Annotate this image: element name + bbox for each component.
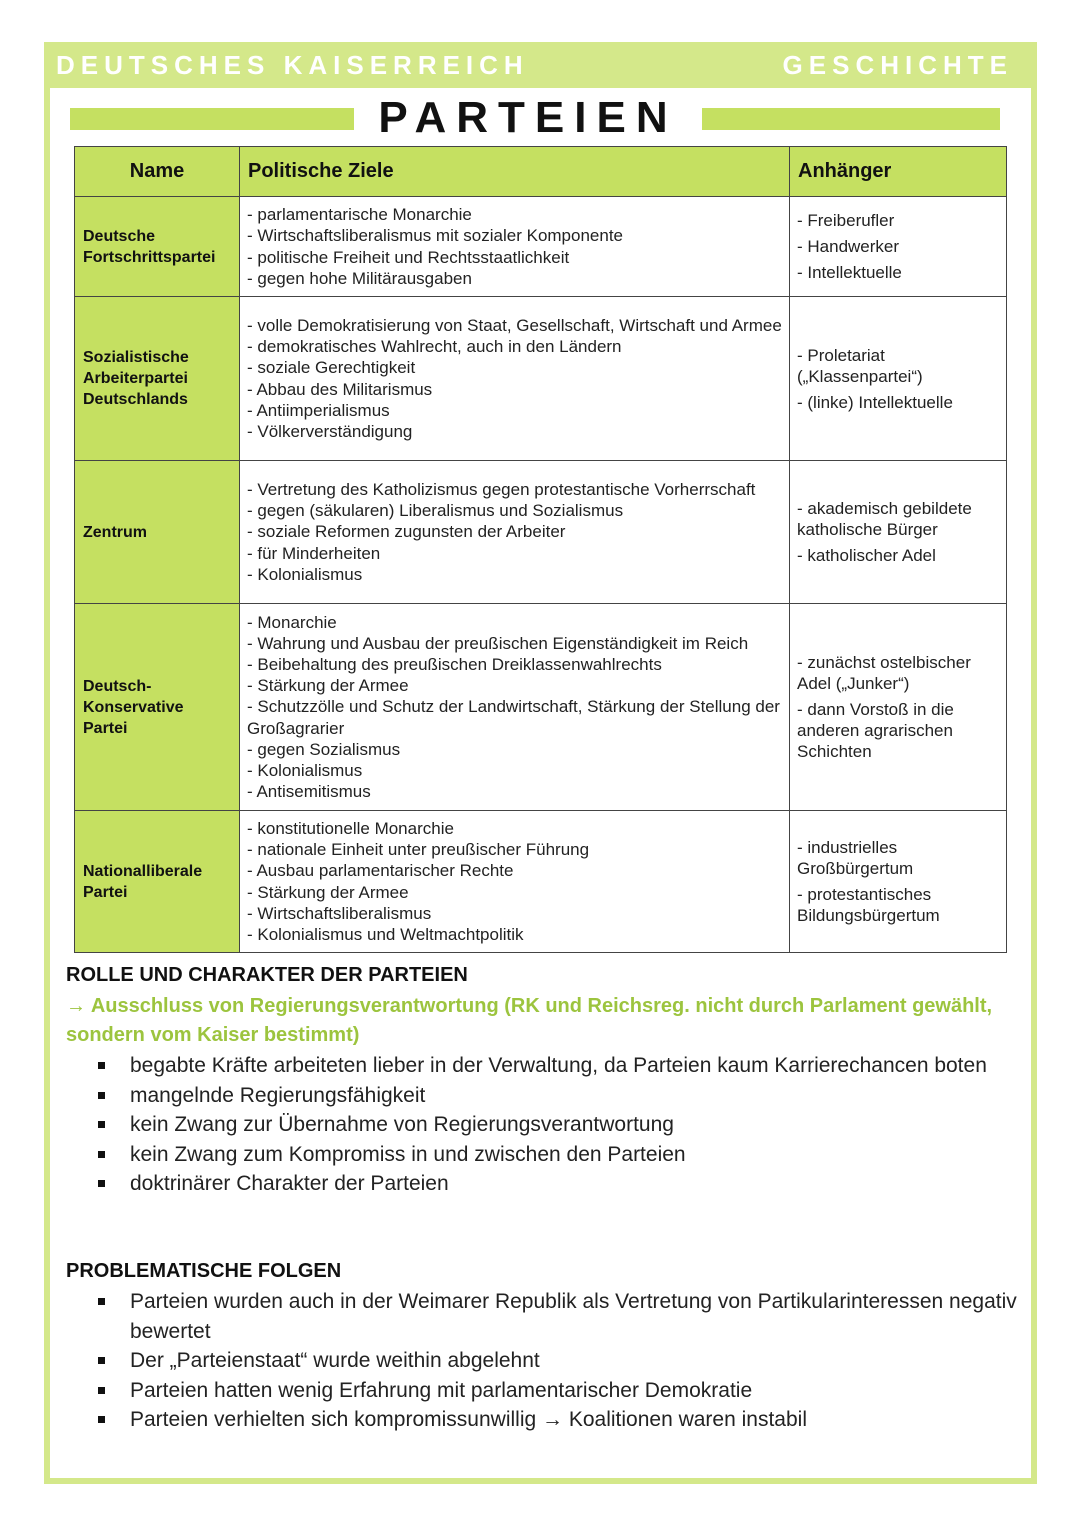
party-name-line: Sozialistische: [83, 349, 189, 366]
party-name-cell: [75, 604, 240, 811]
party-name-cell: [75, 461, 240, 604]
table-row: [75, 197, 1007, 297]
supporter-item: - protestantisches Bildungsbürgertum: [797, 885, 940, 925]
supporter-item: - Proletariat („Klassenpartei“): [797, 345, 923, 386]
page-title: PARTEIEN: [378, 93, 678, 142]
supporter-item: - zunächst ostelbischer Adel („Junker“): [797, 653, 971, 693]
consequences-bullet-list: [98, 1287, 1028, 1435]
column-header-supporters: Anhänger: [790, 147, 1007, 197]
party-name-line: Deutschlands: [83, 391, 188, 408]
goal-item: - politische Freiheit und Rechtsstaatlichkeit: [247, 247, 570, 267]
supporters-cell: [790, 297, 1007, 461]
political-goals-cell: [240, 461, 790, 604]
supporter-item: - akademisch gebildete katholische Bürger: [797, 499, 972, 539]
goal-item: - Ausbau parlamentarischer Rechte: [247, 861, 514, 881]
party-name-cell: [75, 811, 240, 953]
bullet-item: doktrinärer Charakter der Parteien: [98, 1169, 1028, 1199]
political-goals-cell: [240, 297, 790, 461]
bullet-item: mangelnde Regierungsfähigkeit: [98, 1081, 1028, 1111]
party-name-line: Partei: [83, 883, 128, 901]
party-name-line: Zentrum: [83, 523, 147, 541]
supporter-item: - katholischer Adel: [797, 546, 936, 565]
goal-item: - Beibehaltung des preußischen Dreiklassenwahlrechts: [247, 654, 662, 674]
bullet-item: kein Zwang zum Kompromiss in und zwischen den Parteien: [98, 1140, 1028, 1170]
goal-item: - parlamentarische Monarchie: [247, 205, 472, 225]
role-highlight: → Ausschluss von Regierungsverantwortung (RK und Reichsreg. nicht durch Parlament gewählt, sondern vom Kaiser bestimmt): [66, 995, 993, 1046]
goal-item: - Antisemitismus: [247, 782, 371, 802]
goal-item: - Wirtschaftsliberalismus: [247, 903, 432, 923]
goal-item: - Wahrung und Ausbau der preußischen Eigenständigkeit im Reich: [247, 633, 749, 653]
party-name-line: Arbeiterpartei: [83, 370, 188, 387]
supporter-item: - dann Vorstoß in die anderen agrarischen Schichten: [797, 700, 954, 761]
role-bullet-list: [98, 1051, 1028, 1199]
goal-item: - gegen Sozialismus: [247, 739, 401, 759]
bullet-item: Parteien wurden auch in der Weimarer Republik als Vertretung von Partikularinteressen negativ bewertet: [98, 1287, 1028, 1346]
header-bar: [44, 42, 1037, 88]
supporters-cell: [790, 197, 1007, 297]
goal-item: - soziale Gerechtigkeit: [247, 358, 416, 378]
goal-item: - Abbau des Militarismus: [247, 379, 433, 399]
goal-item: - gegen (säkularen) Liberalismus und Sozialismus: [247, 501, 624, 521]
table-row: [75, 811, 1007, 953]
parties-table: [74, 146, 1007, 953]
political-goals-cell: [240, 197, 790, 297]
goal-item: - nationale Einheit unter preußischer Führung: [247, 840, 590, 860]
goal-item: - Kolonialismus und Weltmachtpolitik: [247, 924, 524, 944]
supporter-item: - Freiberufler: [797, 211, 895, 230]
goal-item: - Völkerverständigung: [247, 421, 413, 441]
goal-item: - für Minderheiten: [247, 543, 381, 563]
supporter-item: - industrielles Großbürgertum: [797, 838, 914, 878]
goal-item: - Stärkung der Armee: [247, 882, 409, 902]
consequences-section-title: PROBLEMATISCHE FOLGEN: [66, 1260, 342, 1282]
goal-item: - Schutzzölle und Schutz der Landwirtschaft, Stärkung der Stellung der Großagrarier: [247, 697, 780, 738]
supporters-cell: [790, 604, 1007, 811]
role-section-title: ROLLE UND CHARAKTER DER PARTEIEN: [66, 964, 468, 986]
table-row: [75, 461, 1007, 604]
party-name-cell: [75, 297, 240, 461]
bullet-item: kein Zwang zur Übernahme von Regierungsverantwortung: [98, 1110, 1028, 1140]
goal-item: - demokratisches Wahlrecht, auch in den Ländern: [247, 337, 622, 357]
table-body: [75, 197, 1007, 953]
column-header-goals: Politische Ziele: [240, 147, 790, 197]
goal-item: - soziale Reformen zugunsten der Arbeiter: [247, 522, 566, 542]
table-header-row: [75, 147, 1007, 197]
table-row: [75, 604, 1007, 811]
party-name-line: Konservative: [83, 698, 184, 716]
goal-item: - volle Demokratisierung von Staat, Gesellschaft, Wirtschaft und Armee: [247, 315, 782, 335]
supporters-cell: [790, 461, 1007, 604]
column-header-name: Name: [75, 147, 240, 197]
political-goals-cell: [240, 604, 790, 811]
table-row: [75, 297, 1007, 461]
goal-item: - Vertretung des Katholizismus gegen protestantische Vorherrschaft: [247, 479, 756, 499]
party-name-line: Deutsche: [83, 227, 156, 245]
title-decoration-right: [702, 108, 1000, 130]
title-row: [70, 93, 1000, 142]
party-name-line: Fortschrittspartei: [83, 248, 216, 266]
party-name-line: Partei: [83, 719, 128, 737]
political-goals-cell: [240, 811, 790, 953]
goal-item: - Monarchie: [247, 612, 337, 632]
party-name-line: Nationalliberale: [83, 862, 203, 880]
goal-item: - Antiimperialismus: [247, 400, 390, 420]
supporter-item: - (linke) Intellektuelle: [797, 392, 953, 412]
goal-item: - Stärkung der Armee: [247, 676, 409, 696]
header-right-label: GESCHICHTE: [782, 50, 1013, 80]
supporter-item: - Handwerker: [797, 237, 900, 256]
bullet-item: Parteien hatten wenig Erfahrung mit parlamentarischer Demokratie: [98, 1376, 1028, 1406]
bullet-item: begabte Kräfte arbeiteten lieber in der Verwaltung, da Parteien kaum Karrierechancen boten: [98, 1051, 1028, 1081]
title-decoration-left: [70, 108, 354, 130]
goal-item: - konstitutionelle Monarchie: [247, 818, 454, 838]
bullet-item: Der „Parteienstaat“ wurde weithin abgelehnt: [98, 1346, 1028, 1376]
supporter-item: - Intellektuelle: [797, 263, 902, 282]
goal-item: - Kolonialismus: [247, 564, 363, 584]
goal-item: - Wirtschaftsliberalismus mit sozialer Komponente: [247, 226, 624, 246]
supporters-cell: [790, 811, 1007, 953]
party-name-cell: [75, 197, 240, 297]
party-name-line: Deutsch-: [83, 677, 152, 695]
goal-item: - Kolonialismus: [247, 761, 363, 780]
goal-item: - gegen hohe Militärausgaben: [247, 268, 472, 288]
header-left-label: DEUTSCHES KAISERREICH: [56, 50, 529, 80]
bullet-item: Parteien verhielten sich kompromissunwillig → Koalitionen waren instabil: [98, 1405, 1028, 1435]
